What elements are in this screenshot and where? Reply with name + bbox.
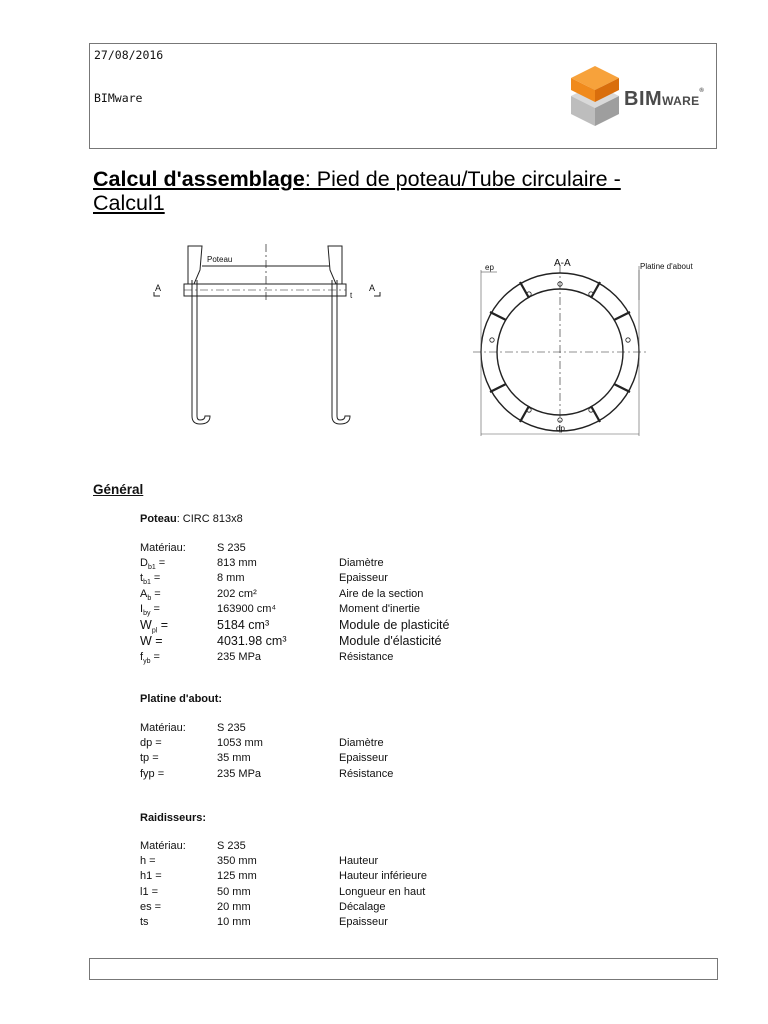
label-view-aa: A-A	[554, 258, 571, 269]
header-company: BIMware	[94, 91, 143, 105]
general-row-val: 202 cm²	[217, 588, 257, 600]
title-bold: Calcul d'assemblage	[93, 167, 305, 191]
general-materiau-label: Matériau:	[140, 542, 186, 554]
general-row-desc: Aire de la section	[339, 588, 424, 600]
general-row-sym: $D_{b1}$ =	[140, 557, 166, 572]
raidisseurs-row-sym: h1 =	[140, 870, 162, 882]
platine-row-sym: tp =	[140, 752, 159, 764]
platine-materiau-value: S 235	[217, 722, 246, 734]
platine-row-desc: Résistance	[339, 768, 394, 780]
raidisseurs-row-val: 125 mm	[217, 870, 257, 882]
general-row-desc: Moment d'inertie	[339, 603, 420, 615]
raidisseurs-row-desc: Hauteur	[339, 855, 379, 867]
page-footer	[89, 958, 718, 980]
raidisseurs-row-desc: Epaisseur	[339, 916, 388, 928]
general-row-val: 8 mm	[217, 572, 245, 584]
platine-row-desc: Epaisseur	[339, 752, 388, 764]
poteau-line	[140, 513, 243, 525]
platine-row-val: 35 mm	[217, 752, 251, 764]
title-rest: : Pied de poteau/Tube circulaire - Calcul1	[93, 167, 621, 215]
raidisseurs-row-sym: l1 =	[140, 886, 159, 898]
page-header	[89, 43, 717, 149]
general-row-val: 4031.98 cm³	[217, 634, 287, 648]
general-row-desc: Module de plasticité	[339, 618, 450, 632]
page-title	[93, 167, 693, 215]
raidisseurs-row-sym: h =	[140, 855, 156, 867]
raidisseurs-row-desc: Décalage	[339, 901, 386, 913]
raidisseurs-row-val: 50 mm	[217, 886, 251, 898]
bimware-logo	[568, 64, 716, 128]
label-section-left: A	[155, 283, 162, 293]
label-section-right: A	[369, 283, 376, 293]
raidisseurs-row-val: 20 mm	[217, 901, 251, 913]
label-t: t	[350, 291, 353, 300]
raidisseurs-materiau-value: S 235	[217, 840, 246, 852]
raidisseurs-row-sym: es =	[140, 901, 162, 913]
logo-cube-icon	[568, 64, 624, 128]
general-row-val: 235 MPa	[217, 651, 262, 663]
section-platine-title: Platine d'about:	[140, 693, 223, 705]
general-materiau-value: S 235	[217, 542, 246, 554]
platine-row-sym: dp =	[140, 737, 162, 749]
assembly-drawing	[140, 240, 720, 440]
general-row-sym: $W_{pl}$ =	[140, 618, 169, 635]
general-row-val: 813 mm	[217, 557, 257, 569]
section-general-title: Général	[93, 482, 144, 497]
label-poteau: Poteau	[207, 255, 233, 264]
general-row-sym: $I_{by}$ =	[140, 603, 160, 618]
raidisseurs-row-val: 350 mm	[217, 855, 257, 867]
logo-wordmark: BIMWARE®	[624, 88, 704, 110]
raidisseurs-materiau-label: Matériau:	[140, 840, 186, 852]
section-view	[473, 265, 647, 436]
general-row-sym: $f_{yb}$ =	[140, 651, 160, 666]
raidisseurs-row-desc: Hauteur inférieure	[339, 870, 428, 882]
raidisseurs-row-desc: Longueur en haut	[339, 886, 426, 898]
general-row-sym: $A_b$ =	[140, 588, 161, 603]
general-row-sym: W =	[140, 634, 163, 648]
platine-row-sym: fyp =	[140, 768, 165, 780]
general-row-val: 163900 cm⁴	[217, 603, 277, 615]
poteau-value: : CIRC 813x8	[176, 513, 243, 525]
label-dp: dp	[556, 424, 565, 433]
raidisseurs-row-sym: ts	[140, 916, 149, 928]
general-row-val: 5184 cm³	[217, 618, 270, 632]
elevation-view	[154, 244, 380, 424]
platine-row-val: 235 MPa	[217, 768, 262, 780]
raidisseurs-row-val: 10 mm	[217, 916, 251, 928]
platine-row-desc: Diamètre	[339, 737, 384, 749]
label-platine: Platine d'about	[640, 262, 693, 271]
general-row-sym: $t_{b1}$ =	[140, 572, 161, 587]
general-row-desc: Résistance	[339, 651, 394, 663]
general-row-desc: Diamètre	[339, 557, 384, 569]
section-raidisseurs-title: Raidisseurs:	[140, 812, 207, 824]
general-row-desc: Module d'élasticité	[339, 634, 442, 648]
platine-materiau-label: Matériau:	[140, 722, 186, 734]
header-date: 27/08/2016	[94, 48, 164, 62]
platine-row-val: 1053 mm	[217, 737, 263, 749]
general-row-desc: Epaisseur	[339, 572, 388, 584]
label-ep: ep	[485, 263, 494, 272]
poteau-label: Poteau	[140, 513, 177, 525]
